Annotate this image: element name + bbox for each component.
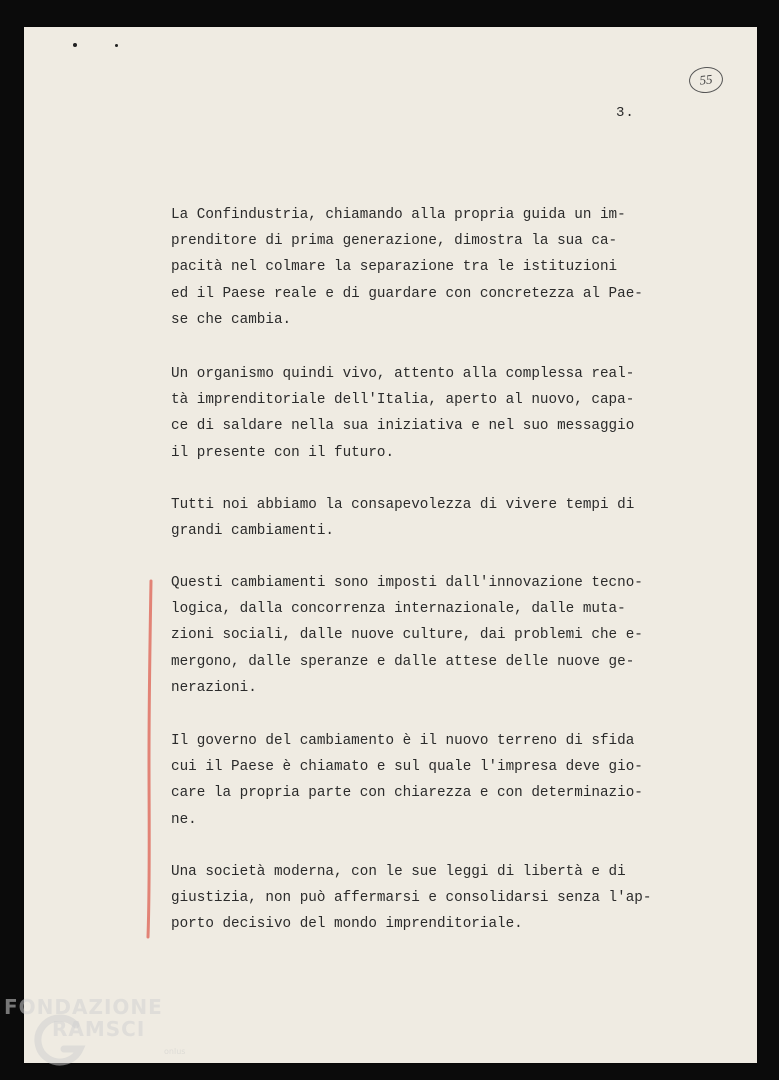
text-line: care la propria parte con chiarezza e con determinazio- (171, 785, 643, 802)
text-line: logica, dalla concorrenza internazionale, dalle muta- (171, 601, 626, 618)
text-line: pacità nel colmare la separazione tra le istituzioni (171, 259, 618, 276)
paragraph-2 (171, 361, 691, 466)
paragraph-3 (171, 492, 691, 544)
text-line: tà imprenditoriale dell'Italia, aperto al nuovo, capa- (171, 392, 635, 409)
text-line: Questi cambiamenti sono imposti dall'innovazione tecno- (171, 575, 643, 591)
text-line: mergono, dalle speranze e dalle attese delle nuove ge- (171, 653, 635, 670)
page-number: 3. (616, 105, 635, 121)
paragraph-4 (171, 570, 691, 701)
text-line: Una società moderna, con le sue leggi di libertà e di (171, 864, 626, 880)
paragraph-5 (171, 728, 691, 833)
text-line: giustizia, non può affermarsi e consolidarsi senza l'ap- (171, 890, 652, 907)
text-line: ne. (171, 811, 197, 828)
watermark-text-line1: FONDAZIONE (4, 995, 163, 1019)
text-line: grandi cambiamenti. (171, 523, 335, 540)
fondazione-gramsci-watermark (4, 995, 204, 1075)
text-line: porto decisivo del mondo imprenditoriale. (171, 916, 523, 933)
red-margin-mark (144, 579, 156, 939)
paragraph-6 (171, 859, 691, 938)
text-line: ed il Paese reale e di guardare con concretezza al Pae- (171, 285, 643, 302)
text-line: cui il Paese è chiamato e sul quale l'impresa deve gio- (171, 759, 643, 776)
text-line: Il governo del cambiamento è il nuovo terreno di sfida (171, 733, 635, 749)
text-line: se che cambia. (171, 311, 292, 328)
text-line: Un organismo quindi vivo, attento alla complessa real- (171, 366, 635, 382)
watermark-text-line2: RAMSCI (52, 1017, 146, 1041)
text-line: nerazioni. (171, 679, 257, 696)
document-page (24, 27, 757, 1063)
text-line: il presente con il futuro. (171, 444, 395, 461)
watermark-subtext: onlus (164, 1047, 186, 1056)
punch-hole-left (73, 43, 77, 47)
text-line: prenditore di prima generazione, dimostra la sua ca- (171, 233, 618, 250)
text-line: Tutti noi abbiamo la consapevolezza di vivere tempi di (171, 497, 635, 513)
archive-number-stamp: 55 (688, 65, 725, 94)
text-line: zioni sociali, dalle nuove culture, dai problemi che e- (171, 627, 643, 644)
text-line: ce di saldare nella sua iniziativa e nel suo messaggio (171, 418, 635, 435)
paragraph-1 (171, 202, 691, 333)
punch-hole-right (115, 44, 118, 47)
text-line: La Confindustria, chiamando alla propria guida un im- (171, 207, 626, 223)
